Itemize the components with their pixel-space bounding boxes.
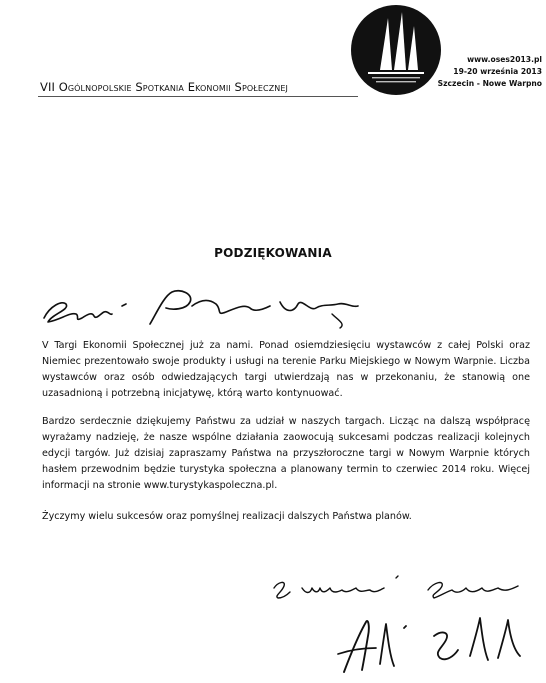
paragraph-3: Życzymy wielu sukcesów oraz pomyślnej realizacji dalszych Państwa planów. xyxy=(42,511,412,522)
handwritten-closing xyxy=(268,566,528,606)
event-location: Szczecin - Nowe Warpno xyxy=(437,79,542,88)
event-meta xyxy=(420,54,542,90)
paragraph-2: Bardzo serdecznie dziękujemy Państwu za udział w naszych targach. Licząc na dalszą współpracę wyrażamy nadzieję, że nasze wspólne działania zaowocują sukcesami podczas realizacji kolejnych edycji targów. Już dzisiaj zapraszamy Państwa na przyszłoroczne targi w Nowym Warpnie których hasłem przewodnim będzie turystyka społeczna a planowany termin to czerwiec 2014 roku. Więcej informacji na stronie www.turystykaspoleczna.pl. xyxy=(42,416,530,491)
event-title: VII Ogólnopolskie Spotkania Ekonomii Społecznej xyxy=(40,80,288,94)
event-dates: 19-20 września 2013 xyxy=(453,67,542,76)
letter-heading: PODZIĘKOWANIA xyxy=(214,246,332,260)
signature xyxy=(330,606,530,678)
paragraph-1: V Targi Ekonomii Społecznej już za nami. Ponad osiemdziesięciu wystawców z całej Polski oraz Niemiec prezentowało swoje produkty i usługi na terenie Parku Miejskiego w Nowym Warpnie. Liczba wystawców oraz osób odwiedzających targi utwierdzają nas w przekonaniu, że stanowią one uzasadnioną i potrzebną inicjatywę, którą warto kontynuować. xyxy=(42,340,530,399)
header-divider xyxy=(38,96,358,97)
handwritten-salutation xyxy=(40,284,370,332)
event-website: www.oses2013.pl xyxy=(467,55,542,64)
